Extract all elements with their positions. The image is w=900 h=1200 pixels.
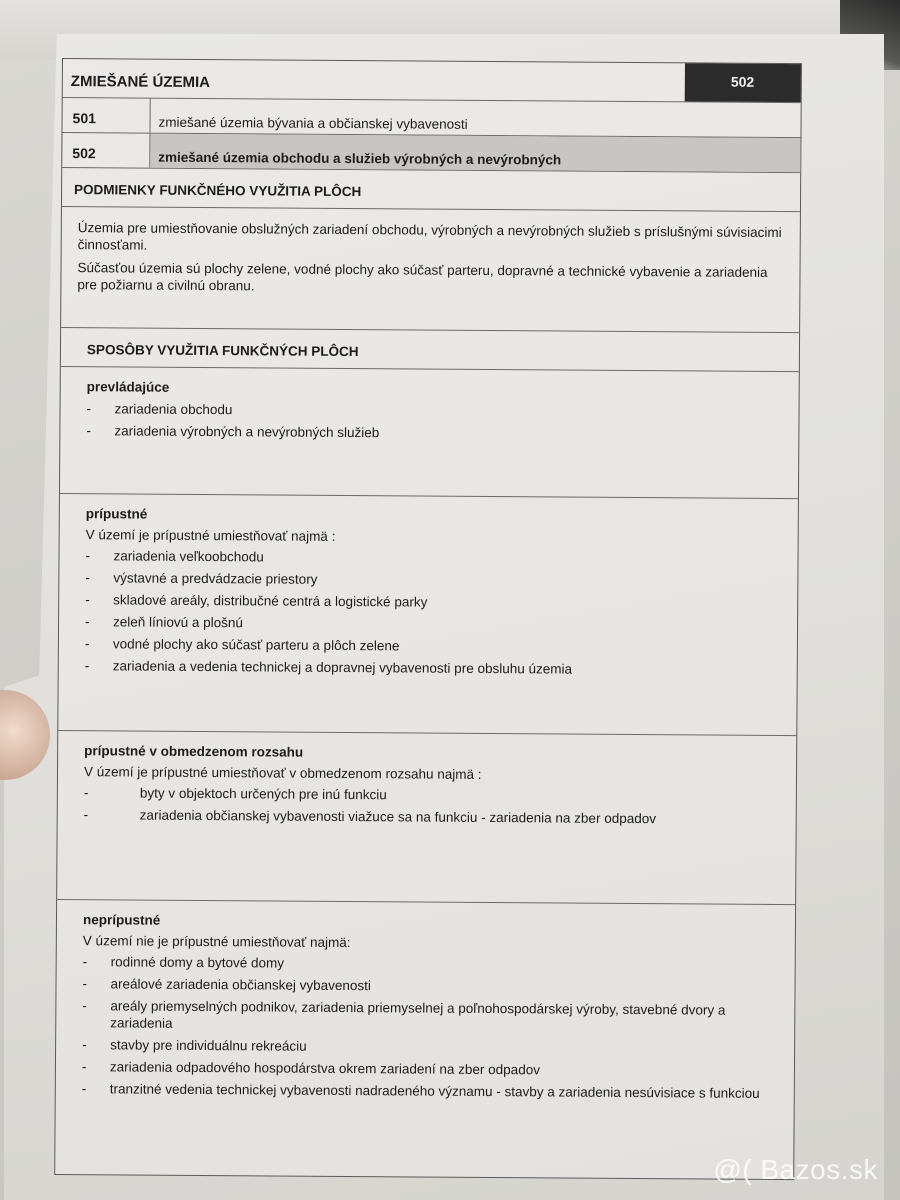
list-item: - zariadenia veľkoobchodu — [85, 548, 264, 565]
list-item: - byty v objektoch určených pre inú funkciu — [83, 785, 387, 803]
list-item: - zariadenia občianskej vybavenosti viažuce sa na funkciu - zariadenia na zber odpadov — [83, 807, 657, 827]
list-item: - skladové areály, distribučné centrá a logistické parky — [85, 592, 428, 610]
code-number: 502 — [62, 133, 150, 168]
title-code: 502 — [685, 63, 801, 102]
list-item: - zeleň líniovú a plošnú — [85, 614, 243, 631]
list-item: - výstavné a predvádzacie priestory — [85, 570, 318, 587]
list-item: - zariadenia odpadového hospodárstva okrem zariadení na zber odpadov — [81, 1059, 541, 1078]
list-item: - areály priemyselných podnikov, zariadenia priemyselnej a poľnohospodárskej výroby, stavebné dvory a zariadenia — [82, 998, 726, 1031]
section-heading: prípustné — [85, 506, 148, 522]
list-item: - zariadenia výrobných a nevýrobných služieb — [86, 423, 380, 441]
section-nepripustne — [55, 900, 795, 1179]
code-label: zmiešané územia obchodu a služieb výrobných a nevýrobných — [150, 134, 800, 173]
section-heading: prevládajúce — [86, 379, 170, 395]
list-item: - zariadenia a vedenia technickej a dopravnej vybavenosti pre obsluhu územia — [84, 658, 573, 677]
section-heading: neprípustné — [82, 912, 161, 928]
section-intro: V území je prípustné umiestňovať najmä : — [85, 527, 336, 544]
list-item: - stavby pre individuálnu rekreáciu — [82, 1037, 307, 1054]
form-title: ZMIEŠANÉ ÚZEMIA — [70, 73, 211, 92]
description-paragraph: Územia pre umiestňovanie obslužných zariadení obchodu, výrobných a nevýrobných služieb s príslušnými súvisiacimi činnosťami. — [77, 220, 782, 253]
list-item: - zariadenia obchodu — [86, 401, 233, 418]
code-label: zmiešané územia bývania a občianskej vybavenosti — [158, 114, 468, 132]
list-item: - vodné plochy ako súčasť parteru a plôch zelene — [84, 636, 400, 654]
section-pripustne — [58, 494, 798, 736]
methods-heading: SPOSÔBY VYUŽITIA FUNKČNÝCH PLÔCH — [86, 342, 359, 360]
section-obmedzene — [57, 731, 796, 905]
list-item: - areálové zariadenia občianskej vybavenosti — [82, 976, 372, 994]
section-heading: prípustné v obmedzenom rozsahu — [84, 743, 304, 760]
conditions-heading-row — [62, 168, 800, 212]
description-paragraph: Súčasťou územia sú plochy zelene, vodné plochy ako súčasť parteru, dopravné a technické vybavenie a zariadenia pre požiarnu a civilnú obranu. — [77, 260, 768, 294]
title-row — [63, 59, 801, 103]
code-number: 501 — [62, 98, 150, 133]
section-prevladajuce — [60, 367, 799, 499]
code-row-501 — [62, 98, 800, 138]
zoning-form — [54, 58, 802, 1180]
code-row-502 — [62, 133, 800, 173]
conditions-description — [61, 207, 800, 333]
conditions-heading: PODMIENKY FUNKČNÉHO VYUŽITIA PLÔCH — [74, 182, 362, 200]
list-item: - tranzitné vedenia technickej vybavenosti nadradeného významu - stavby a zariadenia nesúvisiace s funkciou — [81, 1081, 760, 1101]
section-intro: V území je prípustné umiestňovať v obmedzenom rozsahu najmä : — [83, 764, 482, 782]
list-item: - rodinné domy a bytové domy — [82, 954, 285, 971]
methods-heading-row — [61, 328, 799, 372]
section-intro: V území nie je prípustné umiestňovať najmä: — [82, 933, 351, 951]
watermark: @( Bazos.sk — [713, 1154, 878, 1185]
